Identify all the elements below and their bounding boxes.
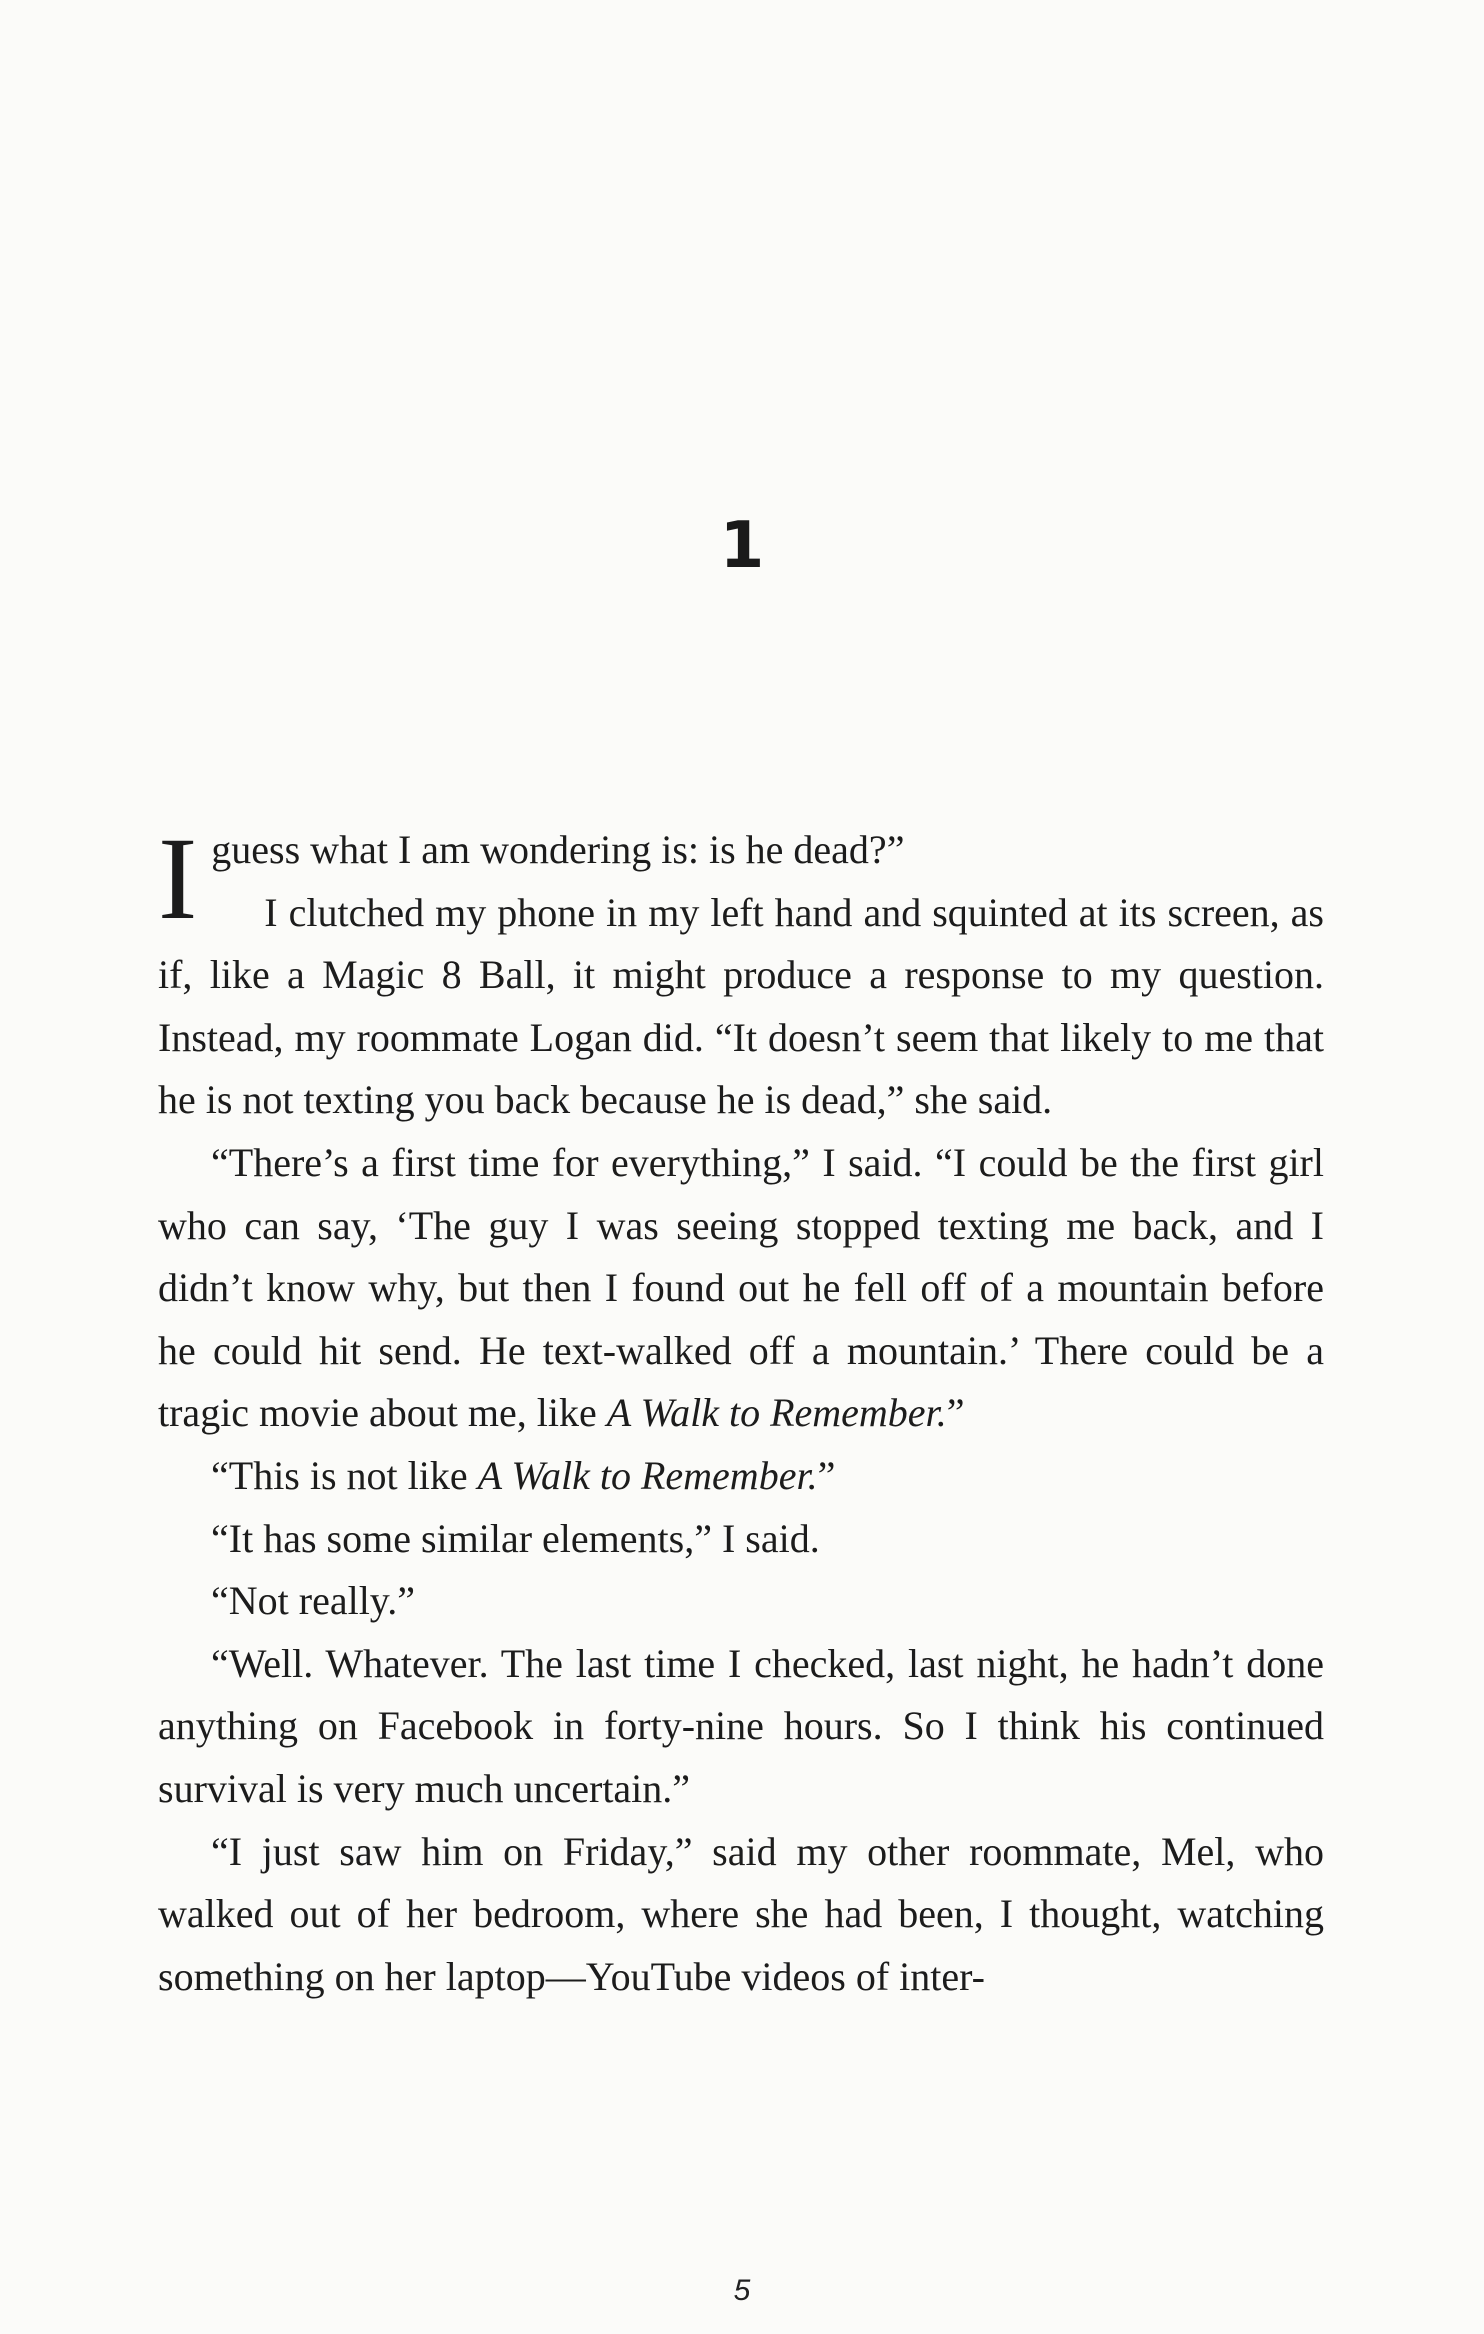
paragraph-text: “This is not like xyxy=(211,1452,478,1498)
book-title: A Walk to Remember. xyxy=(477,1452,818,1498)
book-title: A Walk to Remember. xyxy=(606,1390,947,1436)
body-text xyxy=(158,813,1324,2008)
paragraph-text: guess what I am wondering is: is he dead?” xyxy=(211,827,905,872)
paragraph-text: ” xyxy=(946,1390,965,1436)
paragraph: “I just saw him on Friday,” said my other roommate, Mel, who walked out of her bedroom, where she had been, I thought, watching something on her laptop—YouTube videos of inter- xyxy=(158,1828,1324,1999)
paragraph xyxy=(158,1132,1324,1445)
page-number: 5 xyxy=(733,2274,751,2307)
paragraph xyxy=(158,813,1324,944)
paragraph: “Well. Whatever. The last time I checked, last night, he hadn’t done anything on Facebook in forty-nine hours. So I think his continued survival is very much uncertain.” xyxy=(158,1640,1324,1811)
drop-cap: I xyxy=(158,813,198,944)
chapter-number: 1 xyxy=(719,509,765,583)
paragraph: “Not really.” xyxy=(211,1578,415,1624)
paragraph: I clutched my phone in my left hand and squinted at its screen, as if, like a Magic 8 Ball, it might produce a response to my question. Instead, my roommate Logan did. “It doesn’t seem that likely to me that he is not texting you back because he is dead,” she said. xyxy=(158,889,1324,1123)
paragraph xyxy=(158,1445,1324,1508)
paragraph: “It has some similar elements,” I said. xyxy=(211,1515,820,1561)
paragraph-text: ” xyxy=(817,1452,836,1498)
paragraph-text: “There’s a first time for everything,” I said. “I could be the first girl who can say, ‘The guy I was seeing stopped texting me back, and I didn’t know why, but then I found out he fell off of a mountain before he could hit send. He text-walked off a mountain.’ There could be a tragic movie about me, like xyxy=(158,1139,1324,1436)
